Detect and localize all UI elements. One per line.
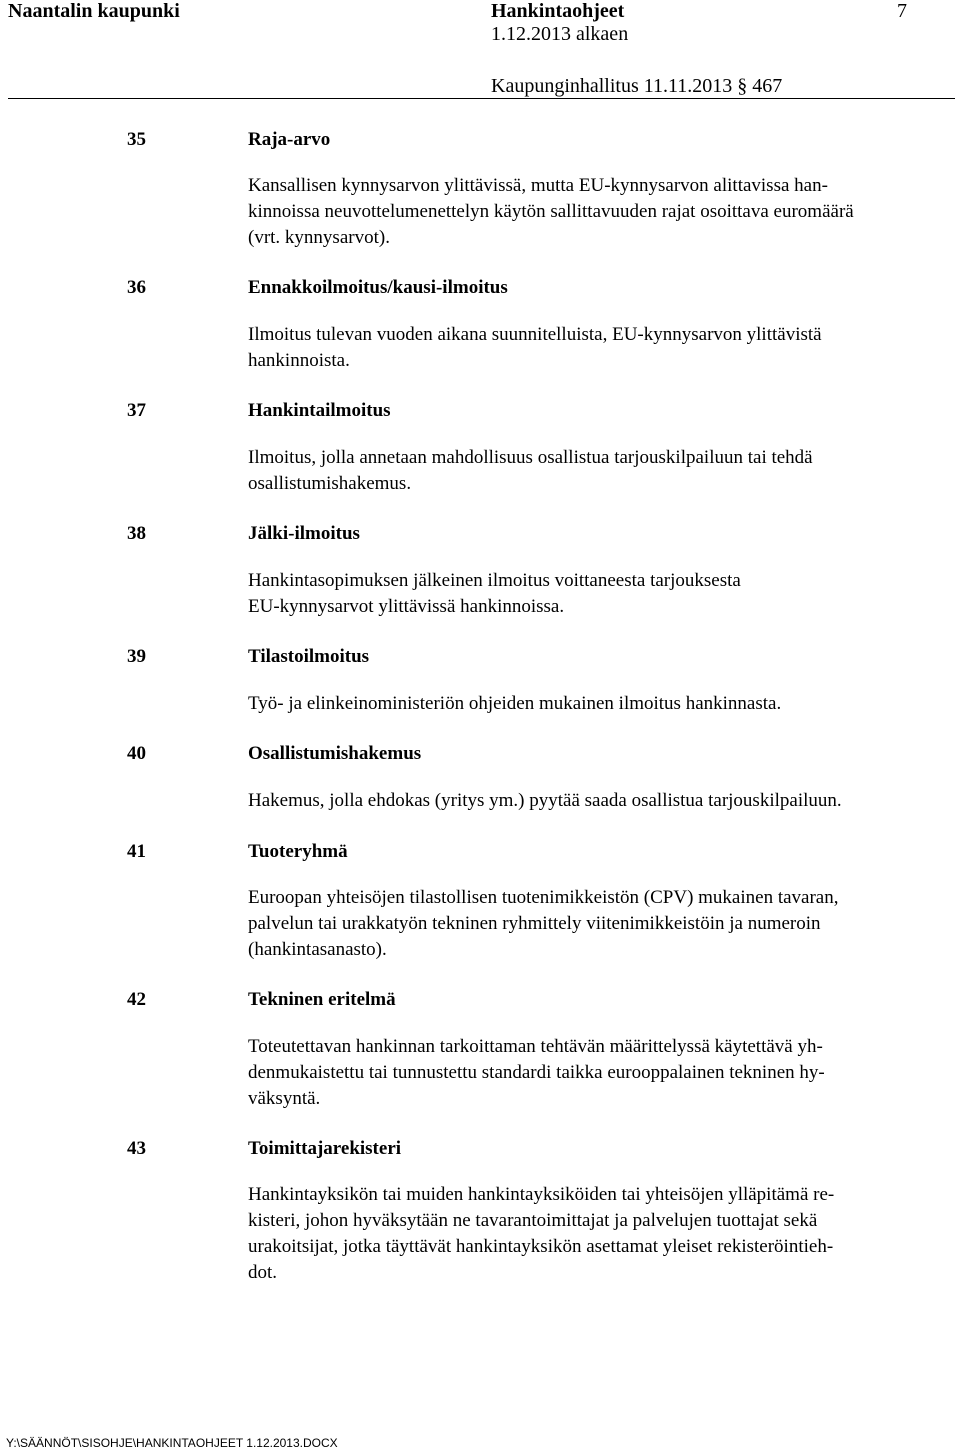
entry-definition: [248, 1034, 948, 1112]
entry-definition: [248, 568, 948, 620]
entry-number: 42: [127, 989, 146, 1010]
entry-number: 37: [127, 400, 146, 421]
definition-line: dot.: [248, 1262, 278, 1283]
entry-definition: [248, 173, 948, 251]
entry-title: Ennakkoilmoitus/kausi-ilmoitus: [248, 277, 508, 298]
definition-line: Kansallisen kynnysarvon ylittävissä, mutta EU-kynnysarvon alittavissa han-: [248, 175, 828, 196]
entry-number: 43: [127, 1138, 146, 1159]
entry-definition: [248, 691, 948, 717]
organization-name: Naantalin kaupunki: [8, 0, 180, 22]
effective-date: 1.12.2013 alkaen: [491, 23, 629, 45]
entry-definition: [248, 445, 948, 497]
entry-definition: [248, 1182, 948, 1286]
entry-definition: [248, 885, 948, 963]
definition-line: Toteutettavan hankinnan tarkoittaman tehtävän määrittelyssä käytettävä yh-: [248, 1036, 823, 1057]
definition-line: kisteri, johon hyväksytään ne tavarantoimittajat ja palvelujen tuottajat sekä: [248, 1210, 818, 1231]
definition-line: EU-kynnysarvot ylittävissä hankinnoissa.: [248, 596, 565, 617]
entry-number: 38: [127, 523, 146, 544]
entry-number: 35: [127, 129, 146, 150]
approval-reference: Kaupunginhallitus 11.11.2013 § 467: [491, 75, 783, 97]
definition-line: väksyntä.: [248, 1088, 321, 1109]
definition-line: (hankintasanasto).: [248, 939, 387, 960]
entry-title: Osallistumishakemus: [248, 743, 422, 764]
entry-number: 41: [127, 841, 146, 862]
entry-title: Tuoteryhmä: [248, 841, 348, 862]
definition-line: palvelun tai urakkatyön tekninen ryhmittely viitenimikkeistöin ja numeroin: [248, 913, 821, 934]
entry-title: Jälki-ilmoitus: [248, 523, 360, 544]
definition-line: Työ- ja elinkeinoministeriön ohjeiden mukainen ilmoitus hankinnasta.: [248, 693, 782, 714]
entry-number: 39: [127, 646, 146, 667]
definition-line: urakoitsijat, jotka täyttävät hankintayksikön asettamat yleiset rekisteröintieh-: [248, 1236, 834, 1257]
definition-line: Hakemus, jolla ehdokas (yritys ym.) pyytää saada osallistua tarjouskilpailuun.: [248, 790, 842, 811]
entry-title: Toimittajarekisteri: [248, 1138, 402, 1159]
entry-definition: [248, 322, 948, 374]
definition-line: osallistumishakemus.: [248, 473, 412, 494]
header-divider: [8, 98, 955, 99]
definition-line: denmukaistettu tai tunnustettu standardi taikka eurooppalainen tekninen hy-: [248, 1062, 825, 1083]
definition-line: hankinnoista.: [248, 350, 350, 371]
entry-title: Raja-arvo: [248, 129, 331, 150]
entry-title: Tekninen eritelmä: [248, 989, 396, 1010]
entry-title: Tilastoilmoitus: [248, 646, 370, 667]
entry-number: 40: [127, 743, 146, 764]
entry-number: 36: [127, 277, 146, 298]
document-title: Hankintaohjeet: [491, 0, 625, 22]
definition-line: (vrt. kynnysarvot).: [248, 227, 390, 248]
definition-line: Euroopan yhteisöjen tilastollisen tuotenimikkeistön (CPV) mukainen tavaran,: [248, 887, 839, 908]
definition-line: Ilmoitus, jolla annetaan mahdollisuus osallistua tarjouskilpailuun tai tehdä: [248, 447, 813, 468]
page-number: 7: [897, 0, 907, 22]
definition-line: kinnoissa neuvottelumenettelyn käytön sallittavuuden rajat osoittava euromäärä: [248, 201, 854, 222]
definition-line: Ilmoitus tulevan vuoden aikana suunnitelluista, EU-kynnysarvon ylittävistä: [248, 324, 822, 345]
definition-line: Hankintasopimuksen jälkeinen ilmoitus voittaneesta tarjouksesta: [248, 570, 741, 591]
footer-file-path: Y:\SÄÄNNÖT\SISOHJE\HANKINTAOHJEET 1.12.2013.DOCX: [6, 1436, 338, 1450]
definition-line: Hankintayksikön tai muiden hankintayksiköiden tai yhteisöjen ylläpitämä re-: [248, 1184, 835, 1205]
entry-definition: [248, 788, 948, 814]
entry-title: Hankintailmoitus: [248, 400, 391, 421]
